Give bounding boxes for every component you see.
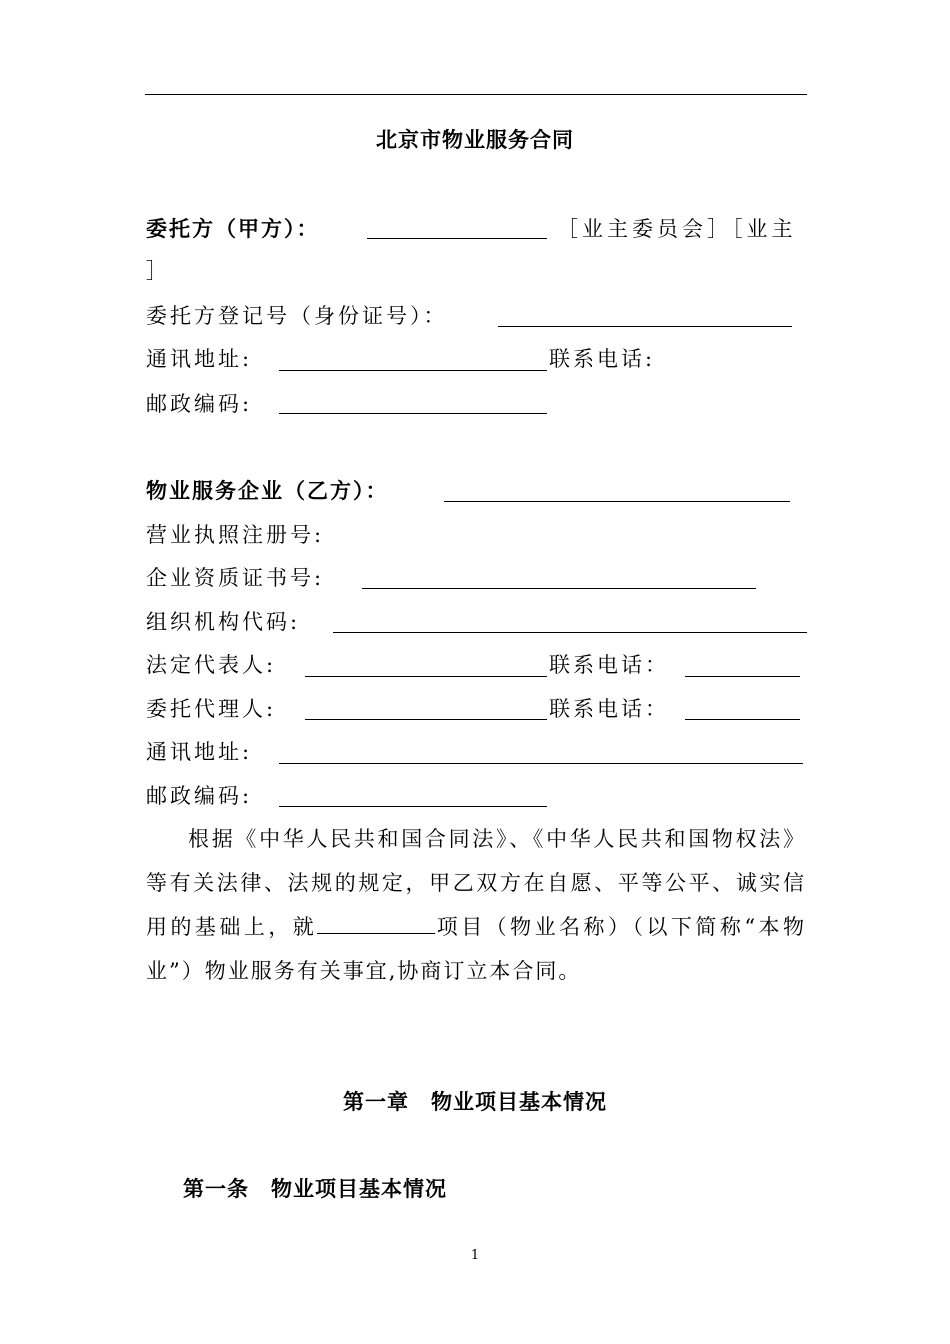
party-b-qualification-blank[interactable] <box>362 588 756 589</box>
party-b-agent-phone-blank[interactable] <box>685 719 800 720</box>
party-a-postcode-blank[interactable] <box>279 413 547 414</box>
party-a-type-options: ［业主委员会］［业主 <box>557 217 797 241</box>
party-b-license-label: 营业执照注册号: <box>146 523 325 547</box>
preamble-paragraph <box>146 817 806 993</box>
party-b-postcode-label: 邮政编码: <box>146 784 253 808</box>
party-a-reg-blank[interactable] <box>498 326 792 327</box>
party-a-address-label: 通讯地址: <box>146 347 253 371</box>
party-b-agent-phone-label: 联系电话： <box>549 697 669 721</box>
chapter-heading: 第一章 物业项目基本情况 <box>343 1089 607 1114</box>
party-b-legal-rep-blank[interactable] <box>305 676 547 677</box>
preamble-text-1: 根据《中华人民共和国合同法》、《中华人民共和国物权法》等有关法律、法规的规定，甲乙双方在自愿、平等公平、诚实信用的基础上，就 <box>146 827 806 939</box>
party-a-phone-label: 联系电话: <box>549 347 656 371</box>
party-a-address-blank[interactable] <box>279 370 547 371</box>
party-a-name-blank[interactable] <box>367 238 547 239</box>
party-b-agent-blank[interactable] <box>305 719 547 720</box>
party-b-label: 物业服务企业（乙方）： <box>146 478 389 503</box>
property-name-blank[interactable] <box>317 913 435 934</box>
header-rule <box>145 94 807 95</box>
party-b-legal-rep-phone-blank[interactable] <box>685 676 800 677</box>
party-b-address-blank[interactable] <box>279 763 803 764</box>
party-a-type-options-close: ］ <box>146 259 170 283</box>
party-b-qualification-label: 企业资质证书号: <box>146 566 325 590</box>
party-b-agent-label: 委托代理人: <box>146 697 277 721</box>
document-title: 北京市物业服务合同 <box>376 127 574 152</box>
party-a-reg-label: 委托方登记号（身份证号）： <box>146 304 448 328</box>
party-b-legal-rep-label: 法定代表人: <box>146 653 277 677</box>
party-b-name-blank[interactable] <box>444 501 790 502</box>
party-b-legal-rep-phone-label: 联系电话： <box>549 653 669 677</box>
party-a-postcode-label: 邮政编码: <box>146 392 253 416</box>
party-b-postcode-blank[interactable] <box>279 806 547 807</box>
party-a-label: 委托方（甲方）： <box>146 216 320 241</box>
article-heading: 第一条 物业项目基本情况 <box>183 1176 447 1201</box>
page-number: 1 <box>470 1248 480 1263</box>
preamble-text-2: 项目（物业名称）（以下简称“本物业”）物业服务有关事宜,协商订立本合同。 <box>146 915 806 983</box>
party-b-address-label: 通讯地址: <box>146 740 253 764</box>
party-b-org-code-label: 组织机构代码: <box>146 610 301 634</box>
party-b-org-code-blank[interactable] <box>333 632 807 633</box>
